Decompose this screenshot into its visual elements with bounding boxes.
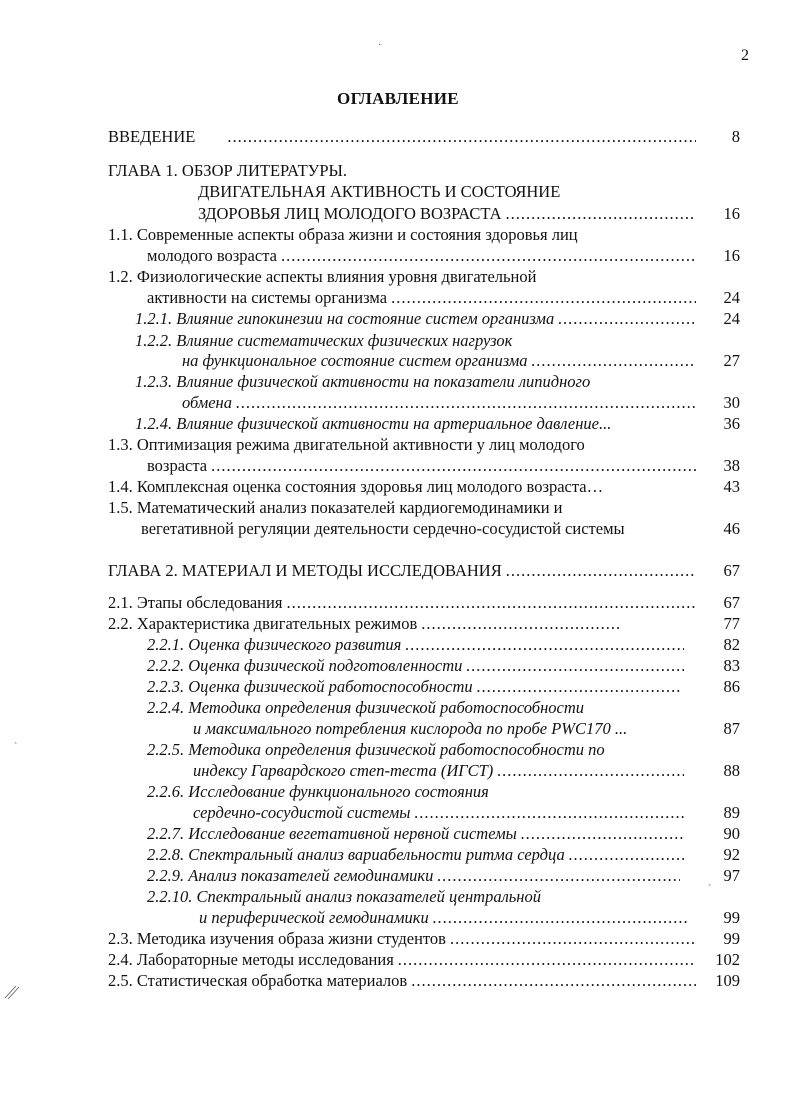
toc-entry-page: 30: [723, 393, 740, 412]
toc-entry-page: 102: [715, 950, 740, 969]
toc-entry-1-3-cont: [147, 455, 696, 477]
toc-chapter-2: [108, 560, 696, 582]
toc-chapter-1-line-2: [198, 181, 696, 203]
toc-entry-page: 38: [723, 456, 740, 475]
toc-entry-page: 99: [723, 929, 740, 948]
toc-entry-page: 24: [723, 288, 740, 307]
scan-speck: ·: [378, 40, 382, 51]
toc-entry-page: 89: [723, 803, 740, 822]
toc-entry-1-3: [108, 434, 696, 456]
toc-entry-title: 1.2. Физиологические аспекты влияния уровня двигательной: [108, 267, 537, 286]
toc-entry-page: 24: [723, 309, 740, 328]
toc-entry-title: 1.2.2. Влияние систематических физических нагрузок: [135, 331, 513, 350]
toc-entry-title: 1.4. Комплексная оценка состояния здоровья лиц молодого возраста…: [108, 477, 604, 496]
scan-speck: ˋ: [14, 742, 18, 753]
toc-entry-title: ДВИГАТЕЛЬНАЯ АКТИВНОСТЬ И СОСТОЯНИЕ: [198, 182, 561, 201]
toc-entry-title: 2.3. Методика изучения образа жизни студентов: [108, 929, 446, 948]
toc-entry-title: и максимального потребления кислорода по пробе PWC170 ...: [193, 719, 628, 738]
toc-entry-page: 16: [723, 246, 740, 265]
pencil-mark-icon: [2, 980, 24, 1002]
toc-entry-2-3: [108, 928, 696, 950]
toc-entry-2-2-6: [147, 781, 684, 803]
toc-entry-title: вегетативной регуляции деятельности сердечно-сосудистой системы: [141, 519, 625, 538]
toc-entry-2-2-2: [147, 655, 684, 677]
toc-entry-2-2-7: [147, 823, 684, 845]
toc-entry-page: 88: [723, 761, 740, 780]
toc-entry-title: ЗДОРОВЬЯ ЛИЦ МОЛОДОГО ВОЗРАСТА: [198, 204, 502, 223]
toc-entry-title: индексу Гарвардского степ-теста (ИГСТ): [193, 761, 494, 780]
toc-entry-page: 86: [723, 677, 740, 696]
toc-entry-page: 82: [723, 635, 740, 654]
toc-entry-page: 16: [723, 204, 740, 223]
toc-entry-2-2-9: [147, 865, 680, 887]
toc-entry-title: 1.2.3. Влияние физической активности на показатели липидного: [135, 372, 591, 391]
toc-entry-title: ГЛАВА 1. ОБЗОР ЛИТЕРАТУРЫ.: [108, 161, 348, 180]
toc-entry-page: 77: [723, 614, 740, 633]
toc-entry-title: возраста: [147, 456, 208, 475]
toc-entry-2-2-6-cont: [193, 802, 684, 824]
toc-entry-title: 1.2.1. Влияние гипокинезии на состояние систем организма: [135, 309, 555, 328]
toc-entry-title: 1.1. Современные аспекты образа жизни и состояния здоровья лиц: [108, 225, 578, 244]
toc-entry-1-2-1: [135, 308, 696, 330]
toc-entry-1-4: [108, 476, 696, 498]
toc-entry-page: 36: [723, 414, 740, 433]
page-title: ОГЛАВЛЕНИЕ: [337, 89, 459, 108]
toc-entry-title: обмена: [182, 393, 232, 412]
page-number: 2: [741, 47, 749, 64]
toc-entry-1-2-2: [135, 330, 696, 352]
toc-entry-1-2-4: [135, 413, 696, 435]
toc-entry-2-2-3: [147, 676, 680, 698]
toc-entry-title: 2.4. Лабораторные методы исследования: [108, 950, 394, 969]
toc-entry-1-2-3: [135, 371, 696, 393]
toc-entry-2-2: [108, 613, 696, 635]
toc-entry-page: 90: [723, 824, 740, 843]
toc-entry-title: 2.2.2. Оценка физической подготовленности: [147, 656, 463, 675]
toc-entry-title: 2.2. Характеристика двигательных режимов: [108, 614, 418, 633]
toc-entry-title: и периферической гемодинамики: [199, 908, 429, 927]
toc-entry-title: 2.2.8. Спектральный анализ вариабельности ритма сердца: [147, 845, 565, 864]
toc-entry-2-2-5: [147, 739, 684, 761]
toc-entry-2-2-1: [147, 634, 684, 656]
toc-entry-title: 1.2.4. Влияние физической активности на артериальное давление...: [135, 414, 612, 433]
toc-entry-introduction: [108, 126, 696, 148]
toc-chapter-1-line-3: [198, 203, 696, 225]
toc-entry-1-5: [108, 497, 696, 519]
toc-entry-1-2-3-cont: [182, 392, 696, 414]
toc-entry-2-2-4: [147, 697, 684, 719]
toc-entry-title: 2.2.6. Исследование функционального состояния: [147, 782, 489, 801]
toc-entry-1-2-2-cont: [182, 350, 696, 372]
toc-entry-page: 8: [731, 127, 740, 146]
toc-entry-title: 1.5. Математический анализ показателей кардиогемодинамики и: [108, 498, 563, 517]
toc-entry-title: 2.2.10. Спектральный анализ показателей центральной: [147, 887, 541, 906]
toc-entry-1-2-cont: [147, 287, 696, 309]
toc-entry-1-5-cont: [141, 518, 696, 540]
toc-entry-title: 2.5. Статистическая обработка материалов: [108, 971, 408, 990]
toc-entry-2-1: [108, 592, 696, 614]
toc-entry-2-2-10-cont: [199, 907, 688, 929]
toc-entry-title: 1.3. Оптимизация режима двигательной активности у лиц молодого: [108, 435, 585, 454]
toc-entry-2-2-5-cont: [193, 760, 684, 782]
toc-entry-2-2-4-cont: [193, 718, 688, 740]
toc-entry-page: 99: [723, 908, 740, 927]
toc-entry-title: 2.2.7. Исследование вегетативной нервной системы: [147, 824, 517, 843]
toc-entry-2-2-10: [147, 886, 684, 908]
toc-entry-1-2: [108, 266, 696, 288]
toc-entry-page: 109: [715, 971, 740, 990]
toc-entry-page: 67: [723, 593, 740, 612]
toc-entry-title: сердечно-сосудистой системы: [193, 803, 411, 822]
toc-entry-title: на функциональное состояние систем организма: [182, 351, 528, 370]
toc-entry-page: 92: [723, 845, 740, 864]
toc-entry-2-4: [108, 949, 696, 971]
toc-entry-page: 83: [723, 656, 740, 675]
toc-entry-title: 2.2.1. Оценка физического развития: [147, 635, 402, 654]
scan-speck: ˋ: [708, 884, 712, 895]
toc-entry-page: 43: [723, 477, 740, 496]
toc-entry-title: 2.1. Этапы обследования: [108, 593, 283, 612]
toc-entry-title: молодого возраста: [147, 246, 277, 265]
toc-entry-title: ВВЕДЕНИЕ: [108, 127, 196, 146]
toc-entry-title: активности на системы организма: [147, 288, 388, 307]
toc-entry-page: 97: [723, 866, 740, 885]
toc-entry-1-1: [108, 224, 696, 246]
toc-chapter-1-line-1: [108, 160, 696, 182]
toc-entry-2-2-8: [147, 844, 684, 866]
toc-entry-title: 2.2.9. Анализ показателей гемодинамики: [147, 866, 434, 885]
toc-entry-page: 67: [723, 561, 740, 580]
toc-entry-title: 2.2.5. Методика определения физической работоспособности по: [147, 740, 605, 759]
toc-entry-page: 87: [723, 719, 740, 738]
toc-entry-2-5: [108, 970, 696, 992]
toc-entry-title: ГЛАВА 2. МАТЕРИАЛ И МЕТОДЫ ИССЛЕДОВАНИЯ: [108, 561, 502, 580]
toc-entry-page: 46: [723, 519, 740, 538]
toc-entry-page: 27: [723, 351, 740, 370]
toc-entry-title: 2.2.3. Оценка физической работоспособности: [147, 677, 473, 696]
toc-entry-title: 2.2.4. Методика определения физической работоспособности: [147, 698, 585, 717]
toc-entry-1-1-cont: [147, 245, 696, 267]
